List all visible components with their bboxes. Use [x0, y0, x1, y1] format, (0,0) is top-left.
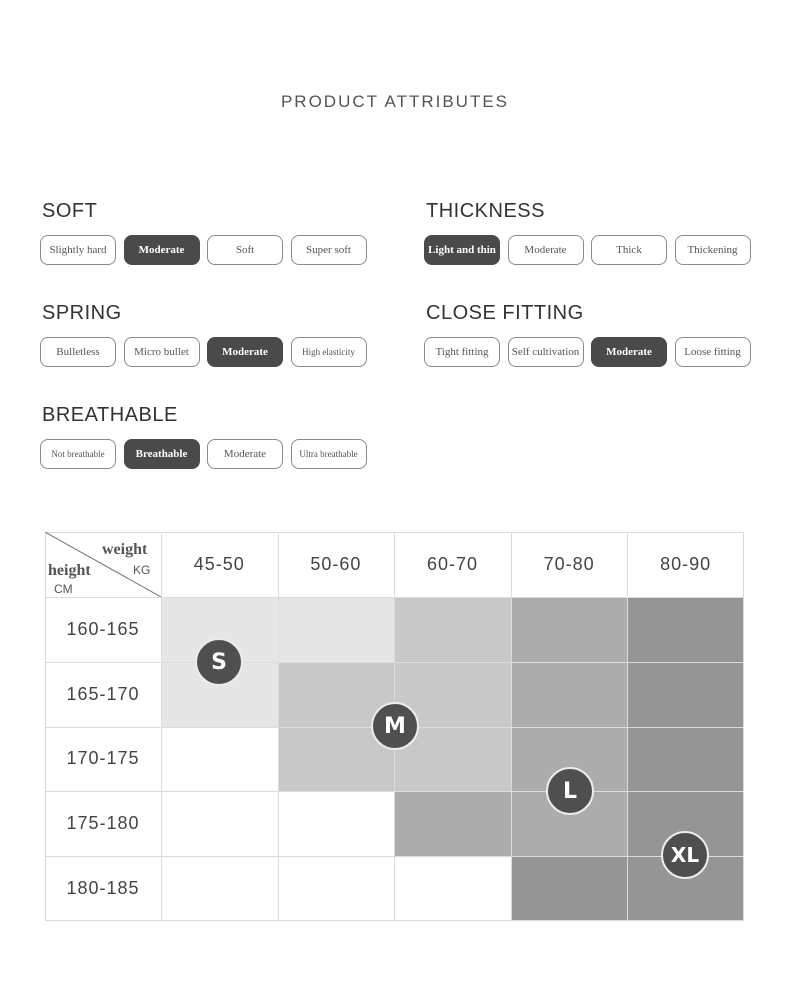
- option-moderate: Moderate: [207, 337, 283, 367]
- size-badge-l: L: [546, 767, 594, 815]
- size-cell-xl: [627, 662, 744, 727]
- corner-weight-label: weight: [102, 541, 148, 558]
- attr-spring: [40, 302, 374, 367]
- option-bulletless: Bulletless: [40, 337, 116, 367]
- option-moderate: Moderate: [591, 337, 667, 367]
- corner-weight-unit: KG: [133, 563, 151, 577]
- attr-soft-options: [40, 235, 374, 265]
- option-high-elasticity: High elasticity: [291, 337, 367, 367]
- page-title: PRODUCT ATTRIBUTES: [280, 92, 510, 111]
- attr-thickness: [424, 200, 758, 265]
- option-soft: Soft: [207, 235, 283, 265]
- size-cell-empty: [278, 856, 395, 921]
- corner-height-label: height: [48, 562, 91, 579]
- option-loose-fitting: Loose fitting: [675, 337, 751, 367]
- size-cell-empty: [161, 791, 278, 856]
- size-cell-l: [394, 791, 511, 856]
- height-header: 175-180: [66, 813, 140, 834]
- attr-breathable-title: BREATHABLE: [42, 404, 178, 426]
- attr-close-fitting-options: [424, 337, 758, 367]
- size-cell-empty: [394, 856, 511, 921]
- option-moderate: Moderate: [124, 235, 200, 265]
- option-thick: Thick: [591, 235, 667, 265]
- height-header: 165-170: [66, 683, 140, 704]
- corner-height-unit: CM: [54, 582, 73, 596]
- size-cell-m: [394, 597, 511, 662]
- attr-soft-title: SOFT: [42, 200, 98, 222]
- option-slightly-hard: Slightly hard: [40, 235, 116, 265]
- attr-breathable: [40, 404, 374, 469]
- size-badge-xl: XL: [661, 831, 709, 879]
- weight-header: 45-50: [193, 554, 245, 574]
- option-micro-bullet: Micro bullet: [124, 337, 200, 367]
- option-not-breathable: Not breathable: [40, 439, 116, 469]
- size-badge-s: S: [195, 638, 243, 686]
- size-cell-xl: [627, 727, 744, 792]
- option-moderate: Moderate: [508, 235, 584, 265]
- size-cell-xl: [627, 597, 744, 662]
- option-tight-fitting: Tight fitting: [424, 337, 500, 367]
- option-self-cultivation: Self cultivation: [508, 337, 584, 367]
- size-cell-l: [511, 662, 628, 727]
- height-header: 180-185: [66, 878, 140, 899]
- size-badge-m: M: [371, 702, 419, 750]
- size-cell-empty: [161, 856, 278, 921]
- attr-thickness-title: THICKNESS: [426, 200, 545, 222]
- size-cell-s: [278, 597, 395, 662]
- size-cell-xl: [511, 856, 628, 921]
- height-header: 170-175: [66, 748, 140, 769]
- attr-close-fitting: [424, 302, 758, 367]
- size-cell-empty: [278, 791, 395, 856]
- height-header: 160-165: [66, 618, 140, 639]
- option-breathable: Breathable: [124, 439, 200, 469]
- weight-header: 70-80: [543, 554, 595, 574]
- size-table: [45, 532, 744, 921]
- attr-soft: [40, 200, 374, 265]
- attr-spring-title: SPRING: [42, 302, 122, 324]
- size-cell-empty: [161, 727, 278, 792]
- size-cell-l: [511, 597, 628, 662]
- weight-header: 50-60: [310, 554, 362, 574]
- option-moderate: Moderate: [207, 439, 283, 469]
- weight-header: 80-90: [660, 554, 712, 574]
- option-ultra-breathable: Ultra breathable: [291, 439, 367, 469]
- attr-thickness-options: [424, 235, 758, 265]
- option-super-soft: Super soft: [291, 235, 367, 265]
- attr-spring-options: [40, 337, 374, 367]
- attr-close-fitting-title: CLOSE FITTING: [426, 302, 584, 324]
- option-thickening: Thickening: [675, 235, 751, 265]
- weight-header: 60-70: [426, 554, 478, 574]
- attr-breathable-options: [40, 439, 374, 469]
- option-light-and-thin: Light and thin: [424, 235, 500, 265]
